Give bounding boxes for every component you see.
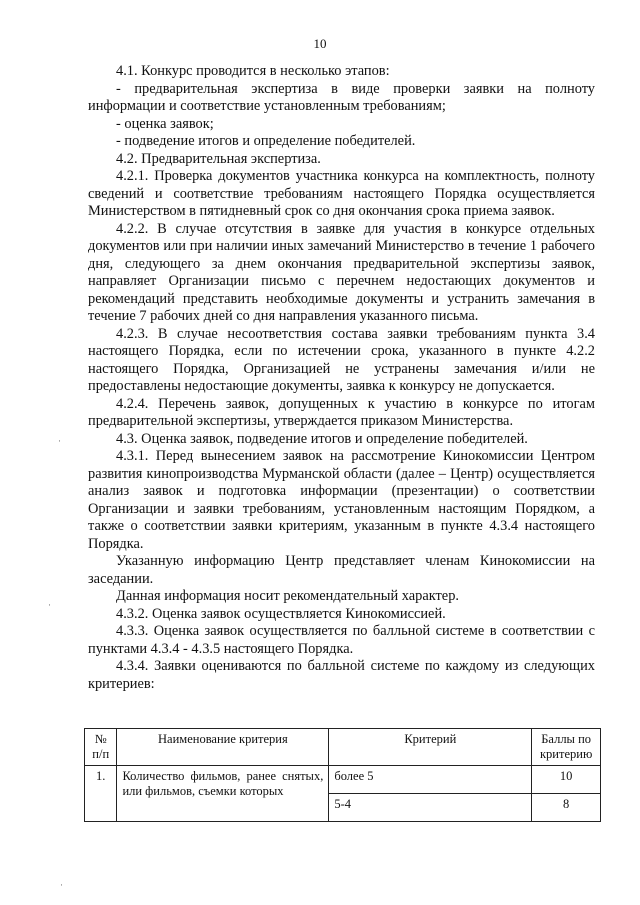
- page-number: 10: [313, 36, 327, 51]
- table-row: [85, 766, 601, 794]
- paragraph: 4.1. Конкурс проводится в несколько этапов:: [116, 63, 390, 79]
- paragraph: - подведение итогов и определение победителей.: [116, 133, 416, 149]
- header-num: № п/п: [85, 729, 117, 766]
- paragraph: 4.2.3. В случае несоответствия состава заявки требованиям пункта 3.4 настоящего Порядка, если по истечении срока, указанного в пункте 4.2.2 настоящего Порядка, Организацией не устранены замечания и/или не предоставлены недостающие документы, заявка к конкурсу не допускается.: [88, 325, 595, 394]
- scan-speck: ·: [58, 436, 61, 446]
- paragraph: 4.2. Предварительная экспертиза.: [116, 150, 321, 167]
- paragraph: - оценка заявок;: [116, 115, 214, 132]
- row-score: 10: [532, 766, 601, 794]
- paragraph: 4.3.4. Заявки оцениваются по балльной системе по каждому из следующих критериев:: [88, 658, 595, 692]
- row-criterion-option: 5-4: [329, 794, 532, 822]
- paragraph: 4.3.2. Оценка заявок осуществляется Кинокомиссией.: [116, 605, 446, 622]
- header-score: Баллы по критерию: [532, 729, 601, 766]
- paragraph: Данная информация носит рекомендательный характер.: [116, 588, 459, 604]
- header-criterion-name: Наименование критерия: [117, 729, 329, 766]
- paragraph: 4.2.4. Перечень заявок, допущенных к участию в конкурсе по итогам предварительной экспертизы, утверждается приказом Министерства.: [88, 395, 595, 429]
- row-criterion-option: более 5: [329, 766, 532, 794]
- header-criterion: Критерий: [329, 729, 532, 766]
- scan-speck: ·: [48, 600, 51, 610]
- document-body: [88, 63, 595, 693]
- paragraph: 4.3. Оценка заявок, подведение итогов и определение победителей.: [116, 430, 528, 447]
- row-score: 8: [532, 794, 601, 822]
- paragraph: 4.3.3. Оценка заявок осуществляется по балльной системе в соответствии с пунктами 4.3.4 - 4.3.5 настоящего Порядка.: [88, 623, 595, 657]
- row-num: 1.: [85, 766, 117, 822]
- paragraph: Указанную информацию Центр представляет членам Кинокомиссии на заседании.: [88, 553, 595, 587]
- row-criterion-name: Количество фильмов, ранее снятых, или фильмов, съемки которых: [117, 766, 329, 822]
- paragraph: 4.2.2. В случае отсутствия в заявке для участия в конкурсе отдельных документов или при наличии иных замечаний Министерство в течение 1 рабочего дня, следующего за днем окончания предварительной экспертизы заявок, направляет Организации письмо с перечнем недостающих документов и рекомендаций представить необходимые документы и устранить замечания в течение 7 рабочих дней со дня направления указанного письма.: [88, 220, 595, 324]
- criteria-table: [84, 728, 601, 822]
- paragraph: 4.2.1. Проверка документов участника конкурса на комплектность, полноту сведений и соответствие требованиям настоящего Порядка осуществляется Министерством в пятидневный срок со дня окончания срока приема заявок.: [88, 168, 595, 219]
- table-header-row: [85, 729, 601, 766]
- paragraph: - предварительная экспертиза в виде проверки заявки на полноту информации и соответствие установленным требованиям;: [88, 80, 595, 114]
- scan-speck: ·: [60, 880, 63, 890]
- paragraph: 4.3.1. Перед вынесением заявок на рассмотрение Кинокомиссии Центром развития кинопроизводства Мурманской области (далее – Центр) осуществляется анализ заявок и подготовка информации (презентации) о соответствии Организации и заявки требованиям, установленным настоящим Порядком, а также о соответствии заявки критериям, указанным в пункте 4.3.4 настоящего Порядка.: [88, 448, 595, 552]
